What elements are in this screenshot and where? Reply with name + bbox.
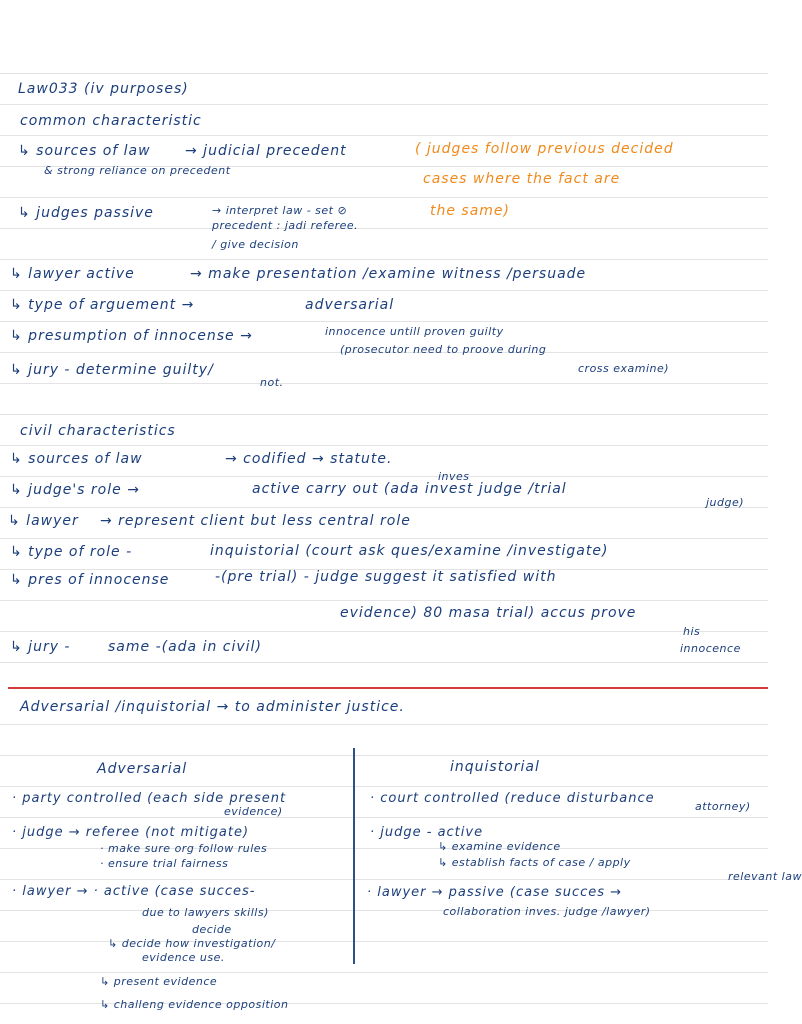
column-heading-inquisitorial: inquistorial	[450, 759, 540, 775]
list-item: · party controlled (each side present	[12, 791, 287, 806]
ruled-line	[0, 197, 768, 198]
list-item: ↳ establish facts of case / apply	[438, 856, 631, 869]
comparison-heading: Adversarial /inquistorial → to administer justice.	[20, 699, 405, 715]
bullet-label: ↳ jury -	[10, 639, 71, 655]
bullet-label: ↳ sources of law	[18, 143, 151, 159]
section-heading-civil: civil characteristics	[20, 423, 176, 439]
bullet-text: → interpret law - set ⊘	[212, 204, 348, 217]
ruled-line	[0, 507, 768, 508]
ruled-line	[0, 321, 768, 322]
ruled-line	[0, 104, 768, 105]
list-item: ↳ challeng evidence opposition	[100, 998, 289, 1011]
bullet-text: cross examine)	[578, 362, 670, 375]
bullet-text: / give decision	[212, 238, 299, 251]
bullet-text: inves	[438, 470, 470, 483]
annotation-text: cases where the fact are	[423, 171, 621, 187]
list-item: ↳ decide how investigation/	[108, 937, 276, 950]
bullet-label: ↳ type of arguement →	[10, 297, 195, 313]
ruled-line	[0, 259, 768, 260]
bullet-text: precedent : jadi referee.	[212, 219, 359, 232]
list-item: evidence)	[224, 805, 283, 818]
section-divider	[8, 687, 768, 689]
bullet-text: → judicial precedent	[185, 143, 347, 159]
list-item: relevant law	[728, 870, 802, 883]
bullet-text: adversarial	[305, 297, 395, 313]
ruled-line	[0, 135, 768, 136]
ruled-line	[0, 290, 768, 291]
ruled-line	[0, 786, 768, 787]
list-item: · court controlled (reduce disturbance	[370, 791, 655, 806]
list-item: decide	[192, 923, 232, 936]
list-item: · judge - active	[370, 825, 484, 840]
annotation-text: ( judges follow previous decided	[415, 141, 674, 157]
ruled-line	[0, 879, 768, 880]
bullet-label: ↳ judge's role →	[10, 482, 140, 498]
bullet-text: active carry out (ada invest judge /trial	[252, 481, 567, 497]
note-title: Law033 (iv purposes)	[18, 81, 189, 97]
ruled-line	[0, 724, 768, 725]
bullet-label: ↳ sources of law	[10, 451, 143, 467]
bullet-label: ↳ judges passive	[18, 205, 154, 221]
bullet-label: ↳ pres of innocense	[10, 572, 170, 588]
ruled-line	[0, 445, 768, 446]
bullet-label: ↳ lawyer active	[10, 266, 135, 282]
list-item: · lawyer → passive (case succes →	[367, 885, 623, 900]
bullet-text: same -(ada in civil)	[108, 639, 262, 655]
bullet-label: ↳ lawyer	[8, 513, 79, 529]
ruled-line	[0, 383, 768, 384]
bullet-text: inquistorial (court ask ques/examine /investigate)	[210, 543, 609, 559]
bullet-label: ↳ presumption of innocense →	[10, 328, 253, 344]
bullet-text: innocence	[680, 642, 741, 655]
list-item: evidence use.	[142, 951, 225, 964]
bullet-text: innocence untill proven guilty	[325, 325, 504, 338]
column-heading-adversarial: Adversarial	[97, 761, 188, 777]
bullet-text: judge)	[706, 496, 745, 509]
ruled-line	[0, 228, 768, 229]
ruled-line	[0, 631, 768, 632]
list-item: collaboration inves. judge /lawyer)	[443, 905, 651, 918]
bullet-text: not.	[260, 376, 284, 389]
list-item: attorney)	[695, 800, 751, 813]
column-divider	[353, 748, 355, 964]
list-item: · ensure trial fairness	[100, 857, 229, 870]
ruled-line	[0, 538, 768, 539]
ruled-line	[0, 755, 768, 756]
list-item: ↳ examine evidence	[438, 840, 561, 853]
bullet-text: evidence) 80 masa trial) accus prove	[340, 605, 637, 621]
bullet-label: ↳ jury - determine guilty/	[10, 362, 214, 378]
list-item: ↳ present evidence	[100, 975, 218, 988]
annotation-text: the same)	[430, 203, 511, 219]
section-heading-common: common characteristic	[20, 113, 202, 129]
list-item: · judge → referee (not mitigate)	[12, 825, 250, 840]
bullet-text: (prosecutor need to proove during	[340, 343, 547, 356]
ruled-line	[0, 476, 768, 477]
bullet-text: & strong reliance on precedent	[44, 164, 231, 177]
bullet-label: ↳ type of role -	[10, 544, 133, 560]
ruled-line	[0, 73, 768, 74]
bullet-text: → represent client but less central role	[100, 513, 411, 529]
ruled-line	[0, 662, 768, 663]
list-item: · lawyer → · active (case succes-	[12, 884, 256, 899]
list-item: due to lawyers skills)	[142, 906, 269, 919]
bullet-text: his	[683, 625, 701, 638]
ruled-line	[0, 600, 768, 601]
ruled-line	[0, 910, 768, 911]
bullet-text: → make presentation /examine witness /persuade	[190, 266, 587, 282]
ruled-line	[0, 817, 768, 818]
bullet-text: → codified → statute.	[225, 451, 393, 467]
bullet-text: -(pre trial) - judge suggest it satisfied with	[215, 569, 557, 585]
list-item: · make sure org follow rules	[100, 842, 268, 855]
ruled-line	[0, 972, 768, 973]
ruled-line	[0, 414, 768, 415]
